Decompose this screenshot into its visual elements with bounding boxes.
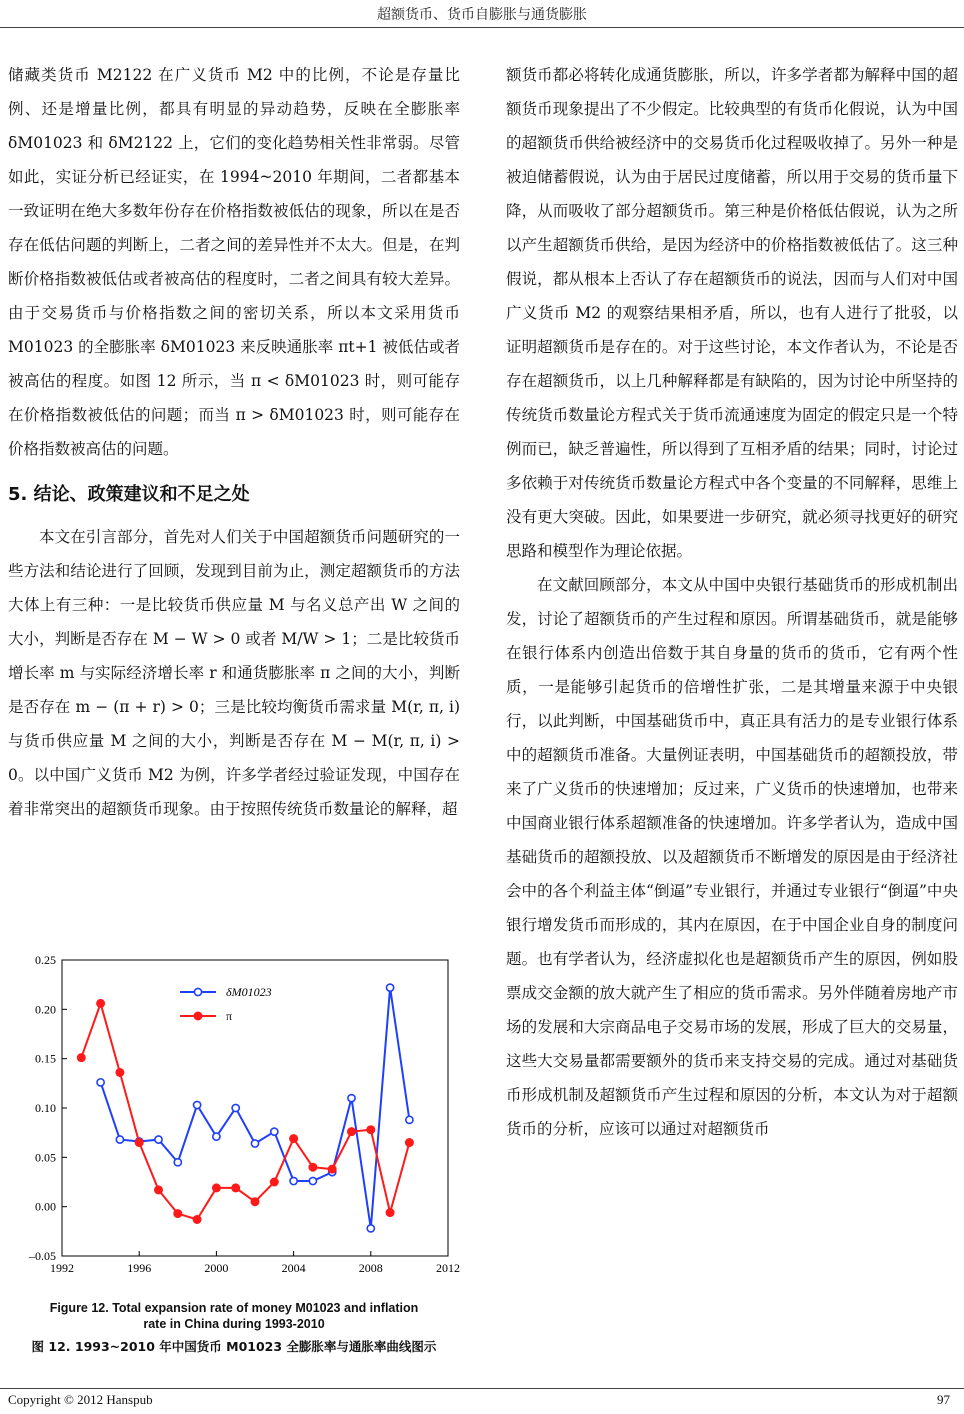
caption-en-line-2: rate in China during 1993-2010: [143, 1317, 325, 1331]
delta-point: [213, 1133, 220, 1140]
page-number: 97: [937, 1392, 950, 1407]
pi-point: [193, 1215, 201, 1223]
pi-point: [212, 1184, 220, 1192]
delta-point: [251, 1140, 258, 1147]
y-tick-label: 0.25: [35, 953, 56, 967]
figure-caption-en: [8, 1300, 460, 1332]
pi-point: [135, 1139, 143, 1147]
pi-point: [328, 1165, 336, 1173]
delta-point: [309, 1177, 316, 1184]
section-title: 5. 结论、政策建议和不足之处: [8, 484, 250, 505]
pi-point: [348, 1128, 356, 1136]
delta-point: [116, 1136, 123, 1143]
x-tick-label: 2004: [281, 1261, 306, 1275]
line-chart: [8, 948, 460, 1298]
pi-point: [155, 1186, 163, 1194]
delta-point: [348, 1095, 355, 1102]
delta-point: [194, 1101, 201, 1108]
pi-point: [270, 1178, 278, 1186]
pi-point: [251, 1198, 259, 1206]
x-tick-label: 1996: [127, 1261, 152, 1275]
right-paragraph-1: 额货币都必将转化成通货膨胀，所以，许多学者都为解释中国的超额货币现象提出了不少假定。比较典型的有货币化假说，认为中国的超额货币供给被经济中的交易货币化过程吸收掉了。另外一种是被迫储蓄假说，认为由于居民过度储蓄，所以用于交易的货币量下降，从而吸收了部分超额货币。第三种是价格低估假说，认为之所以产生超额货币供给，是因为经济中的价格指数被低估了。这三种假说，都从根本上否认了存在超额货币的说法，因而与人们对中国广义货币 M2 的观察结果相矛盾，所以，也有人进行了批驳，以证明超额货币是存在的。对于这些讨论，本文作者认为，不论是否存在超额货币，以上几种解释都是有缺陷的，因为讨论中所坚持的传统货币数量论方程式关于货币流通速度为固定的假定只是一个特例而已，缺乏普遍性，所以得到了互相矛盾的结果；同时，讨论过多依赖于对传统货币数量论方程式中各个变量的不同解释，思维上没有更大突破。因此，如果要进一步研究，就必须寻找更好的研究思路和模型作为理论依据。: [506, 66, 958, 560]
figure-12-chart: [8, 948, 460, 1298]
copyright: Copyright © 2012 Hanspub: [8, 1392, 153, 1407]
y-tick-label: 0.20: [35, 1002, 56, 1017]
delta-point: [155, 1136, 162, 1143]
pi-point: [405, 1139, 413, 1147]
pi-point: [290, 1135, 298, 1143]
legend-pi-marker: [194, 1012, 202, 1020]
right-paragraph-2: 在文献回顾部分，本文从中国中央银行基础货币的形成机制出发，讨论了超额货币的产生过程和原因。所谓基础货币，就是能够在银行体系内创造出倍数于其自身量的货币的货币，它有两个性质，一是能够引起货币的倍增性扩张，二是其增量来源于中央银行，以此判断，中国基础货币中，真正具有活力的是专业银行体系中的超额货币准备。大量例证表明，中国基础货币的超额投放，带来了广义货币的快速增加；反过来，广义货币的快速增加，也带来中国商业银行体系超额准备的快速增加。许多学者认为，造成中国基础货币的超额投放、以及超额货币不断增发的原因是由于经济社会中的各个利益主体“倒逼”专业银行，并通过专业银行“倒逼”中央银行增发货币而形成的，其内在原因，在于中国企业自身的制度问题。也有学者认为，经济虚拟化也是超额货币产生的原因，例如股票成交金额的放大就产生了相应的货币需求。另外伴随着房地产市场的发展和大宗商品电子交易市场的发展，形成了巨大的交易量，这些大交易量都需要额外的货币来支持交易的完成。通过对基础货币形成机制及超额货币产生过程和原因的分析，本文认为对于超额货币的分析，应该可以通过对超额货币: [506, 576, 958, 1138]
right-column: [506, 58, 958, 1146]
pi-point: [367, 1126, 375, 1134]
delta-point: [367, 1225, 374, 1232]
x-tick-label: 2012: [436, 1261, 460, 1275]
delta-point: [271, 1128, 278, 1135]
header-rule: [0, 27, 964, 28]
pi-point: [77, 1054, 85, 1062]
y-tick-label: 0.15: [35, 1051, 56, 1066]
delta-point: [232, 1104, 239, 1111]
caption-en-line-1: Figure 12. Total expansion rate of money M01023 and inflation: [49, 1301, 419, 1315]
left-paragraph-1: 储藏类货币 M2122 在广义货币 M2 中的比例，不论是存量比例、还是增量比例，都具有明显的异动趋势，反映在全膨胀率 δM01023 和 δM2122 上，它们的变化趋势相关性非常弱。尽管如此，实证分析已经证实，在 1994~2010 年期间，二者都基本一致证明在绝大多数年份存在价格指数被低估的现象，所以在是否存在低估问题的判断上，二者之间的差异性并不太大。但是，在判断价格指数被低估或者被高估的程度时，二者之间具有较大差异。由于交易货币与价格指数之间的密切关系，所以本文采用货币 M01023 的全膨胀率 δM01023 来反映通胀率 πt+1 被低估或者被高估的程度。如图 12 所示，当 π < δM01023 时，则可能存在价格指数被低估的问题；而当 π > δM01023 时，则可能存在价格指数被高估的问题。: [8, 66, 460, 458]
running-header: 超额货币、货币自膨胀与通货膨胀: [377, 7, 587, 23]
pi-point: [309, 1163, 317, 1171]
left-column: [8, 58, 460, 826]
legend-delta-label: δM01023: [226, 985, 272, 999]
legend-pi-label: π: [226, 1009, 233, 1023]
pi-point: [232, 1184, 240, 1192]
figure-caption-zh: 图 12. 1993~2010 年中国货币 M01023 全膨胀率与通胀率曲线图示: [31, 1339, 437, 1354]
y-tick-label: 0.00: [35, 1199, 56, 1214]
x-tick-label: 2008: [358, 1261, 383, 1275]
left-paragraph-2: 本文在引言部分，首先对人们关于中国超额货币问题研究的一些方法和结论进行了回顾，发现到目前为止，测定超额货币的方法大体上有三种：一是比较货币供应量 M 与名义总产出 W 之间的大小，判断是否存在 M − W > 0 或者 M/W > 1；二是比较货币增长率 m 与实际经济增长率 r 和通货膨胀率 π 之间的大小，判断是否存在 m − (π + r) > 0；三是比较均衡货币需求量 M(r, π, i) 与货币供应量 M 之间的大小，判断是否存在 M − M(r, π, i) > 0。以中国广义货币 M2 为例，许多学者经过验证发现，中国存在着非常突出的超额货币现象。由于按照传统货币数量论的解释，超: [8, 528, 460, 818]
x-tick-label: 1992: [50, 1261, 74, 1275]
pi-point: [174, 1210, 182, 1218]
y-tick-label: 0.10: [35, 1101, 56, 1115]
series-line-pi: [81, 1003, 409, 1219]
pi-point: [386, 1209, 394, 1217]
x-tick-label: 2000: [204, 1261, 229, 1275]
legend-delta-marker: [194, 988, 201, 995]
delta-point: [406, 1116, 413, 1123]
delta-point: [290, 1177, 297, 1184]
y-tick-label: 0.05: [35, 1150, 56, 1165]
delta-point: [174, 1159, 181, 1166]
pi-point: [97, 999, 105, 1007]
footer-rule: [0, 1388, 964, 1389]
delta-point: [97, 1079, 104, 1086]
y-tick-label: –0.05: [29, 1249, 56, 1263]
series-line-delta: [101, 988, 410, 1229]
delta-point: [387, 984, 394, 991]
pi-point: [116, 1068, 124, 1076]
